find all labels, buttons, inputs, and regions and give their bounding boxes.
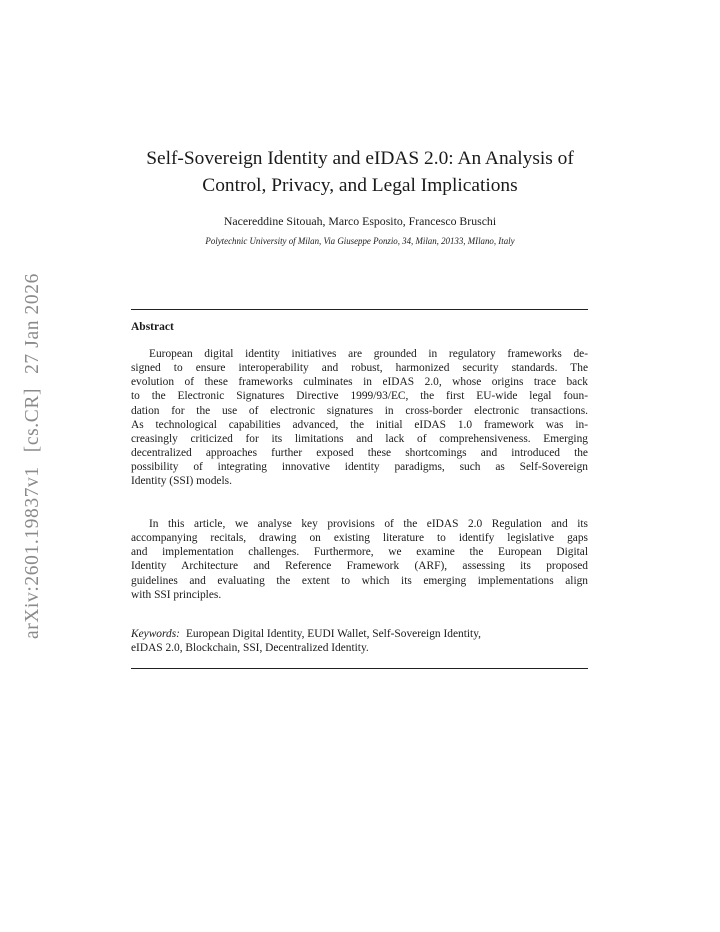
abstract-line: signed to ensure interoperability and robust, harmonized security standards. The: [131, 362, 588, 375]
keywords-block: [131, 627, 588, 655]
keywords-text: European Digital Identity, EUDI Wallet, Self-Sovereign Identity,: [185, 628, 481, 640]
abstract-line: guidelines and evaluating the extent to which its emerging implementations align: [131, 574, 588, 587]
abstract-paragraph-1: [131, 347, 588, 489]
abstract-line: to the Electronic Signatures Directive 1999/93/EC, the first EU-wide legal foun-: [131, 390, 588, 403]
abstract-line: possibility of integrating innovative identity paradigms, such as Self-Sovereign: [131, 461, 588, 474]
abstract-line: accompanying recitals, drawing on existing literature to identify legislative gaps: [131, 532, 588, 545]
paper-title: [100, 145, 620, 199]
arxiv-date: 27 Jan 2026: [22, 273, 43, 374]
abstract-line: dation for the use of electronic signatures in cross-border electronic transactions.: [131, 404, 588, 417]
affiliation: Polytechnic University of Milan, Via Giuseppe Ponzio, 34, Milan, 20133, MIlano, Italy: [205, 236, 515, 246]
abstract-heading: Abstract: [131, 321, 174, 333]
abstract-line: In this article, we analyse key provisions of the eIDAS 2.0 Regulation and its: [149, 518, 588, 530]
arxiv-category: [cs.CR]: [22, 387, 43, 453]
abstract-top-rule: [131, 309, 588, 310]
abstract-line: decentralized approaches further exposed these shortcomings and introduced the: [131, 447, 588, 460]
abstract-line: Identity (SSI) models.: [131, 475, 232, 488]
arxiv-id: arXiv:2601.19837v1: [22, 466, 43, 639]
keywords-text: eIDAS 2.0, Blockchain, SSI, Decentralized Identity.: [131, 642, 369, 655]
abstract-line: with SSI principles.: [131, 588, 222, 601]
abstract-bottom-rule: [131, 668, 588, 669]
abstract-line: evolution of these frameworks culminates in eIDAS 2.0, whose origins trace back: [131, 376, 588, 389]
keywords-label: Keywords:: [131, 628, 180, 640]
abstract-line: Identity Architecture and Reference Framework (ARF), assessing its proposed: [131, 560, 588, 573]
abstract-line: and implementation challenges. Furthermore, we examine the European Digital: [131, 546, 588, 559]
arxiv-side-stamp: [22, 259, 44, 639]
abstract-paragraph-2: [131, 517, 588, 602]
author-list: Nacereddine Sitouah, Marco Esposito, Francesco Bruschi: [223, 214, 497, 228]
title-line: Self-Sovereign Identity and eIDAS 2.0: An Analysis of: [146, 148, 574, 169]
title-line: Control, Privacy, and Legal Implications: [202, 175, 518, 196]
abstract-line: As technological capabilities advanced, the initial eIDAS 1.0 framework was in-: [131, 418, 588, 431]
abstract-line: European digital identity initiatives are grounded in regulatory frameworks de-: [149, 348, 588, 360]
abstract-line: creasingly criticized for its limitations and lack of comprehensiveness. Emerging: [131, 432, 588, 445]
